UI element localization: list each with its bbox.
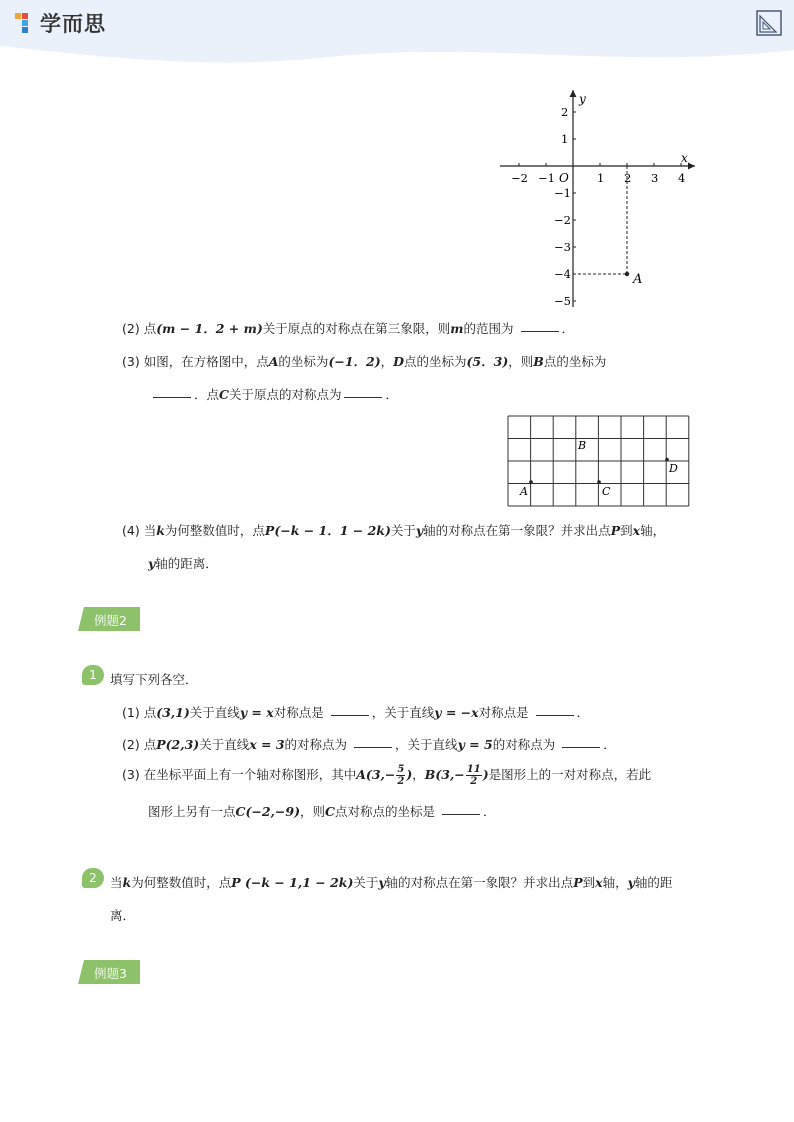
answer-blank[interactable] [354,747,392,748]
brand-logo-icon [14,11,36,35]
point-a-marker [625,272,629,276]
y-tick-label: −4 [554,267,571,281]
ex2-q2-line-2: 离． [110,908,136,923]
point-a-label: A [633,272,643,287]
grid-point-d [665,458,669,462]
grid-point-a [529,480,533,484]
brand-name: 学而思 [40,12,106,36]
x-axis-label: x [681,151,688,165]
ex2-q1-sub-1: (1) 点(3,1)关于直线y = x对称点是 ，关于直线y = −x对称点是 ． [122,705,590,720]
grid-label-d: D [669,462,678,475]
grid-label-b: B [578,439,587,452]
brand-logo [14,8,106,38]
x-tick-labels [511,171,685,185]
y-axis-label: y [579,92,586,106]
fraction-eleven-halves: $\frac{11}{2}$ [466,764,481,787]
question-3-line-2: ．点C关于原点的对称点为 ． [150,385,398,403]
answer-blank[interactable] [344,397,382,398]
example-3-label: 例题3 [94,966,127,981]
example-2-label: 例题2 [94,613,127,628]
x-tick-label: 3 [651,171,659,185]
answer-blank[interactable] [442,814,480,815]
y-tick-label: −3 [554,240,571,254]
grid-label-a: A [520,485,528,498]
fraction-five-halves: $\frac{5}{2}$ [397,764,405,787]
grid-figure [506,414,692,508]
y-tick-label: −1 [554,186,571,200]
answer-blank[interactable] [521,331,559,332]
grid-lines [508,416,689,506]
ruler-triangle-icon [756,10,782,36]
y-tick-label: 1 [561,132,569,146]
answer-blank[interactable] [562,747,600,748]
axis-ticks [519,112,681,301]
y-tick-label: 2 [561,105,569,119]
x-tick-label: −2 [511,171,528,185]
question-badge-2: 2 [82,868,104,888]
ex2-q1-sub-2: (2) 点P(2,3)关于直线x = 3的对称点为 ，关于直线y = 5的对称点为 ． [122,737,616,752]
answer-blank[interactable] [331,715,369,716]
question-4-line-2: y轴的距离． [148,556,218,571]
y-tick-label: −5 [554,294,571,308]
page-header [0,0,794,70]
grid-label-c: C [602,485,611,498]
question-3-line-1: (3) 如图，在方格图中，点A的坐标为(−1．2)，D点的坐标为(5．3)，则B点的坐标为 [122,354,607,369]
x-tick-label: −1 [538,171,555,185]
question-badge-1: 1 [82,665,104,685]
ex2-q1-sub-3-line-2: 图形上另有一点C(−2,−9)，则C点对称点的坐标是 ． [148,804,496,819]
origin-label: O [559,171,569,185]
question-4-line-1: (4) 当k为何整数值时，点P(−k − 1．1 − 2k)关于y轴的对称点在第一象限？并求出点P到x轴， [122,523,666,538]
x-tick-label: 1 [597,171,605,185]
header-wave [0,0,794,70]
x-tick-label: 4 [678,171,686,185]
x-tick-label: 2 [624,171,632,185]
y-tick-labels [554,105,571,308]
coordinate-graph [490,85,710,315]
grid-point-c [597,480,601,484]
ex2-q2-line-1: 当k为何整数值时，点P (−k − 1,1 − 2k)关于y轴的对称点在第一象限？并求出点P到x轴，y轴的距 [110,875,673,890]
answer-blank[interactable] [153,397,191,398]
ex2-q1-title: 填写下列各空． [110,672,198,687]
y-tick-label: −2 [554,213,571,227]
ex2-q1-sub-3-line-1: (3) 在坐标平面上有一个轴对称图形，其中A(3,− $\frac{5}{2}$ )，B(3,− $\frac{11}{2}$ )是图形上的一对对称点，若此 [122,764,652,787]
question-2: (2) 点(m − 1．2 + m)关于原点的对称点在第三象限，则m的范围为 ． [122,321,575,336]
answer-blank[interactable] [536,715,574,716]
